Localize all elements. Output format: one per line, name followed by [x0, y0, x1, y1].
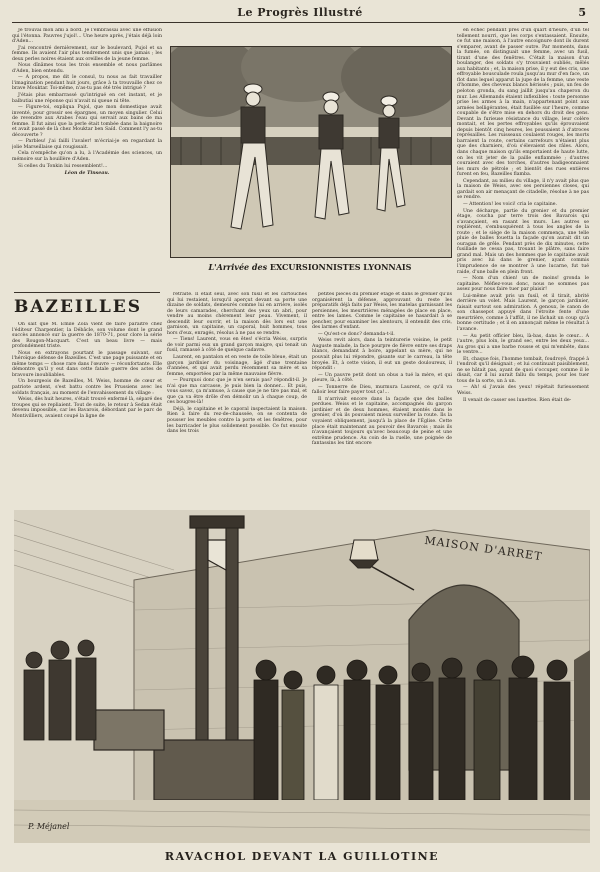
paragraph: Si celles du Tonkin lui ressemblent!... — [18, 163, 108, 169]
paragraph: — Tiens! Laurent, vous en êtes! s'écria Weiss, surpris de voir parmi eux un grand garçon maigre, qui tenait un fusil, ramassé à côté de quelque cadavre. — [167, 337, 307, 354]
paragraph: petites pièces du premier étage et dans le grenier qu'ils organisèrent la défense, approuvant du reste les préparatifs déjà faits par Weiss, les matelas garnissant les persiennes, les meurtrières ménagées de place en place, entre les lames. Comme le capitaine se hasardait à se pencher, pour examiner les alentours, il entendit des cris, des larmes d'enfant. — [312, 292, 452, 331]
section-title: BAZEILLES — [14, 297, 143, 317]
excursionists-caption — [170, 262, 450, 272]
paragraph: — Pourquoi donc que je n'en serais pas? répondit-il. Je n'ai que ma carcasse, je puis bien la donner... Et puis, vous savez, ça m'amuse, à cause que je ne tire pas mal, et que ça va être drôle d'en démolir un à chaque coup, de ces bougres-là! — [167, 378, 307, 406]
paragraph: Il n'arrivait encore dans la façade que des balles perdues. Weiss et le capitaine, accompagnés du garçon jardinier et de deux hommes, étaient montés dans le grenier, d'où ils pouvaient mieux surveiller la route. Ils la voyaient obliquement, jusqu'à la place de l'Église. Cette place était maintenant au pouvoir des Bavarois ; mais ils n'avançaient toujours qu'avec beaucoup de peine et une extrême prudence. Au coin de la ruelle, une poignée de fantassins les tint encore — [312, 396, 452, 447]
caption-emphasis: EXCURSIONNISTES LYONNAIS — [269, 262, 412, 272]
paragraph: Déjà, le capitaine et le caporal inspectaient la maison. Rien à faire du rez-de-chaussée, on se contenta de pousser les meubles contre la porte et les fenêtres, pour les barricader le plus solidement possible. Ce fut ensuite dans les trois — [167, 406, 307, 435]
paragraph: Il venait de casser ses lunettes. Rien était de- — [463, 397, 572, 403]
paragraph: — Qu'est-ce donc? demanda-t-il. — [318, 331, 395, 337]
paragraph: On sait que M. Emile Zola vient de faire paraître chez l'éditeur Charpentier, la Débâcle, son volume dont le grand succès annoncé sur la guerre de 1870-71, pour clore la série des Rougon-Macquart. C'est un beau livre — mais profondément triste. — [12, 322, 162, 350]
prison-sign: MAISON D'ARRET — [423, 533, 544, 564]
paragraph: Laurent, en pantalon et en veste de toile bleue, était un garçon jardinier du voisinage, âgé d'une trentaine d'années, et qui avait perdu récemment sa mère et sa femme, emportées par la même mauvaise fièvre. — [167, 355, 307, 377]
bazeilles-column-3 — [312, 292, 452, 504]
bazeilles-column-2 — [167, 292, 307, 504]
bazeilles-column-4 — [457, 28, 589, 504]
paragraph: — Nom d'un chien! un de moins! gronda le capitaine. Méfiez-vous donc, nous ne sommes pas assez pour nous faire tuer par plaisir! — [457, 276, 589, 293]
paragraph: — Un pauvre petit dont un obus a tué la mère, et qui pleure, là, à côté. — [312, 372, 452, 384]
paragraph: — Attention! les voici! cria le capitaine. — [463, 201, 558, 207]
paragraph: en échec pendant près d'un quart d'heure, d'un tel tellement nourri, que les corps s'entassaient. Ensuite, ce fut une maison, à l'autre encoignure dont ils durent s'emparer, avant de passer outre. Par moments, dans la fumée, on distinguait une femme, avec un fusil, tirant d'une des fenêtres. C'était la maison d'un boulanger, des soldats s'y trouvaient oubliés, mêlés aux habitants ; et, la maison prise, il y eut des cris, une effroyable bousculade roula jusqu'au mur d'en face, un flot dans lequel apparut la jupe de la femme, une veste d'homme, des cheveux blancs hérissés ; puis, un feu de peloton gronda, du sang jaillit jusqu'au chaperon du mur. Les Allemands étaient inflexibles : toute personne prise les armes à la main, n'appartenant point aux armées belligérantes, était fusillée sur l'heure, comme coupable de s'être mise en dehors du droit des gens. Devant la furieuse résistance du village, leur colère montait, et les pertes effroyables qu'ils éprouvaient depuis bientôt cinq heures, les poussaient à d'atroces représailles. Les ruisseaux coulaient rouges, les morts barraient la route, certains carrefours n'étaient plus que des charniers, d'où s'élevaient des râles. Alors, dans chaque maison qu'ils emportaient de haute lutte, on les vit jeter de la paille enflammée ; d'autres couraient avec des torches, d'autres badigeonnaient les murs de pétrole ; et bientôt des rues entières furent en feu, Bazeilles flamba. — [457, 28, 589, 178]
paragraph: J'ai rencontré dernièrement, sur le boulevard, Pujol et sa femme. Ils avaient l'air plus tendrement unis que jamais ; les deux perles noires étaient aux oreilles de la jeune femme. — [12, 45, 162, 62]
section-rule — [14, 292, 160, 293]
ravachol-illustration — [14, 510, 590, 843]
paragraph: — Au petit officier bleu, là-bas, dans le cœur... A l'autre, plus loin, le grand sec, entre les deux yeux... Au gros qui a une barbe rousse et qui m'embête, dans le ventre... — [457, 333, 589, 356]
guillotine-drawing — [14, 510, 590, 843]
page-number: 5 — [578, 6, 586, 19]
paragraph: J'étais plus embarrassé qu'intrigué en cet instant, et je balbutiai une réponse qui n'avait ni queue ni tête. — [12, 93, 162, 104]
paragraph: — Parbleu! j'ai failli l'avaler! m'écriai-je en regardant la jolie Marseillaise qui rougissait. — [12, 139, 162, 150]
paragraph: Lui-même avait pris un fusil, et il tirait, abrité derrière un volet. Mais Laurent, le garçon jardinier, faisait surtout son admiration. A genoux, le canon de son chassepot appuyé dans l'étroite fente d'une meurtrière, comme à l'affût, il ne lâchait un coup qu'à bonne certitude ; et il en annonçait même le résultat à l'avance. — [457, 293, 589, 332]
paragraph: Un bourgeois de Bazeilles, M. Weiss, homme de cœur et patriote ardent, s'est battu contre les Prussiens avec les soldats français, au moment de l'envahissement du village : — [12, 379, 162, 396]
paragraph: Cela n'empêche qu'on a lu, à l'Académie des sciences, un mémoire sur la houillère d'Aden. — [12, 151, 162, 163]
paragraph: — Tonnerre de Dieu, murmura Laurent, ce qu'il va falloir leur faire payer tout ça!... — [312, 384, 452, 396]
paragraph: Je trouvai mon ami à bord. Je l'embrassai avec une effusion qui l'étonna. Pauvres j'ujol!... Une heure après, j'étais déjà loin d'Aden... — [12, 28, 162, 45]
ravachol-caption: RAVACHOL DEVANT LA GUILLOTINE — [164, 850, 440, 863]
paragraph: — A propos, me dit le consul, tu nous as fait travailler l'imagination pendant huit jours, grâce à ta trouvaille chez ce brave Mouktar. Toi-même, n'as-tu pas été très intrigué ? — [12, 75, 162, 92]
artist-signature: P. Méjanel — [28, 822, 70, 831]
paragraph: Une décharge, partie du grenier et du premier étage, coucha par terre trois des Bavarois qui s'avançaient, en rasant les murs. Les autres se replièrent, s'embusquèrent à tous les angles de la route ; et le siège de la maison commença, une telle pluie de balles fouetta la façade qu'on aurait dit un ouragan de grêle. Pendant près de dix minutes, cette fusillade ne cessa pas, trouant le plâtre, sans faire grand mal. Mais un des hommes que le capitaine avait pris avec lui dans le grenier, ayant commis l'imprudence de se montrer à une lucarne, fut tué raide, d'une balle en plein front. — [457, 208, 589, 275]
paragraph: — Figure-toi, expliqua Pujol, que mon domestique avait inventé, pour grossir ses épargnes, un moyen singulier. Celui de revendre aux Arabes l'eau qui servait aux bains de ma femme. Il fut ainsi que la perle était tombée dans la baignoire et avait passé de là chez Mouktar ben Saïd. Comment l'y as-tu découverte ? — [12, 105, 162, 138]
excursionists-drawing — [171, 47, 451, 257]
story-signature: Léon de Tinseau. — [64, 171, 110, 177]
paragraph: Weiss, dès huit heures, s'était trouvé enfermé là, séparé des troupes qui se repliaient. Tout de suite, le retour à Sedan était devenu impossible, car les Bavarois, débordant par le parc de Montivilliers, avaient coupé la ligne de — [12, 397, 162, 419]
paragraph: retraite. Il était seul, avec son fusil et les cartouches qui lui restaient, lorsqu'il aperçut devant sa porte une dizaine de soldats, demeurés comme lui en arrière, isolés de leurs camarades, cherchant des yeux un abri, pour vendre au moins chèrement leur peau. Vivement, il descendit leur ouvrir, et la maison dès lors eut une garnison, un capitaine, un caporal, huit hommes, tous hors d'eux, enragés, résolus à ne pas se rendre. — [167, 292, 307, 336]
paragraph: Weiss revit alors, dans la teinturerie voisine, le petit Auguste malade, la face pourpre de fièvre entre ses draps blancs, demandant à boire, appelant sa mère, qui ne pouvait plus lui répondre, gisante sur le carreau, la tête broyée. Et, à cette vision, il eut un geste douloureux, il répondit : — [312, 338, 452, 372]
caption-prefix: L'Arrivée des — [208, 262, 270, 272]
paragraph: — Ah! si j'avais des yeux! répétait furieusement Weiss. — [457, 385, 589, 396]
story-ending-column — [12, 28, 162, 290]
paragraph: Cependant, au milieu du village, il n'y avait plus que la maison de Weiss, avec ses persiennes closes, qui gardait son air menaçant de citadelle, résolue à ne pas se rendre. — [457, 178, 589, 201]
masthead — [12, 4, 588, 23]
paragraph: Nous dînâmes tous les trois ensemble et nous parlâmes d'Aden, bien entendu. — [12, 63, 162, 74]
bazeilles-column-1 — [12, 322, 162, 502]
excursionists-illustration — [170, 46, 452, 258]
paragraph: Nous en extrayons pourtant le passage suivant, sur l'héroïque défense de Bazeilles. C'est une page puissante et en même temps — chose rare dans l'œuvre — réconfortante. Elle démontre qu'il y eut dans cette fatale guerre des actes de bravoure inoubliables. — [12, 350, 162, 378]
paragraph: Et, chaque fois, l'homme tombait, foudroyé, frappé à l'endroit qu'il désignait ; et lui continuait paisiblement, ne se hâtait pas, ayant de quoi s'occuper, comme il le disait, car il lui aurait fallu du temps, pour les tuer tous de la sorte, un à un. — [457, 356, 589, 384]
newspaper-title: Le Progrès Illustré — [237, 6, 363, 19]
